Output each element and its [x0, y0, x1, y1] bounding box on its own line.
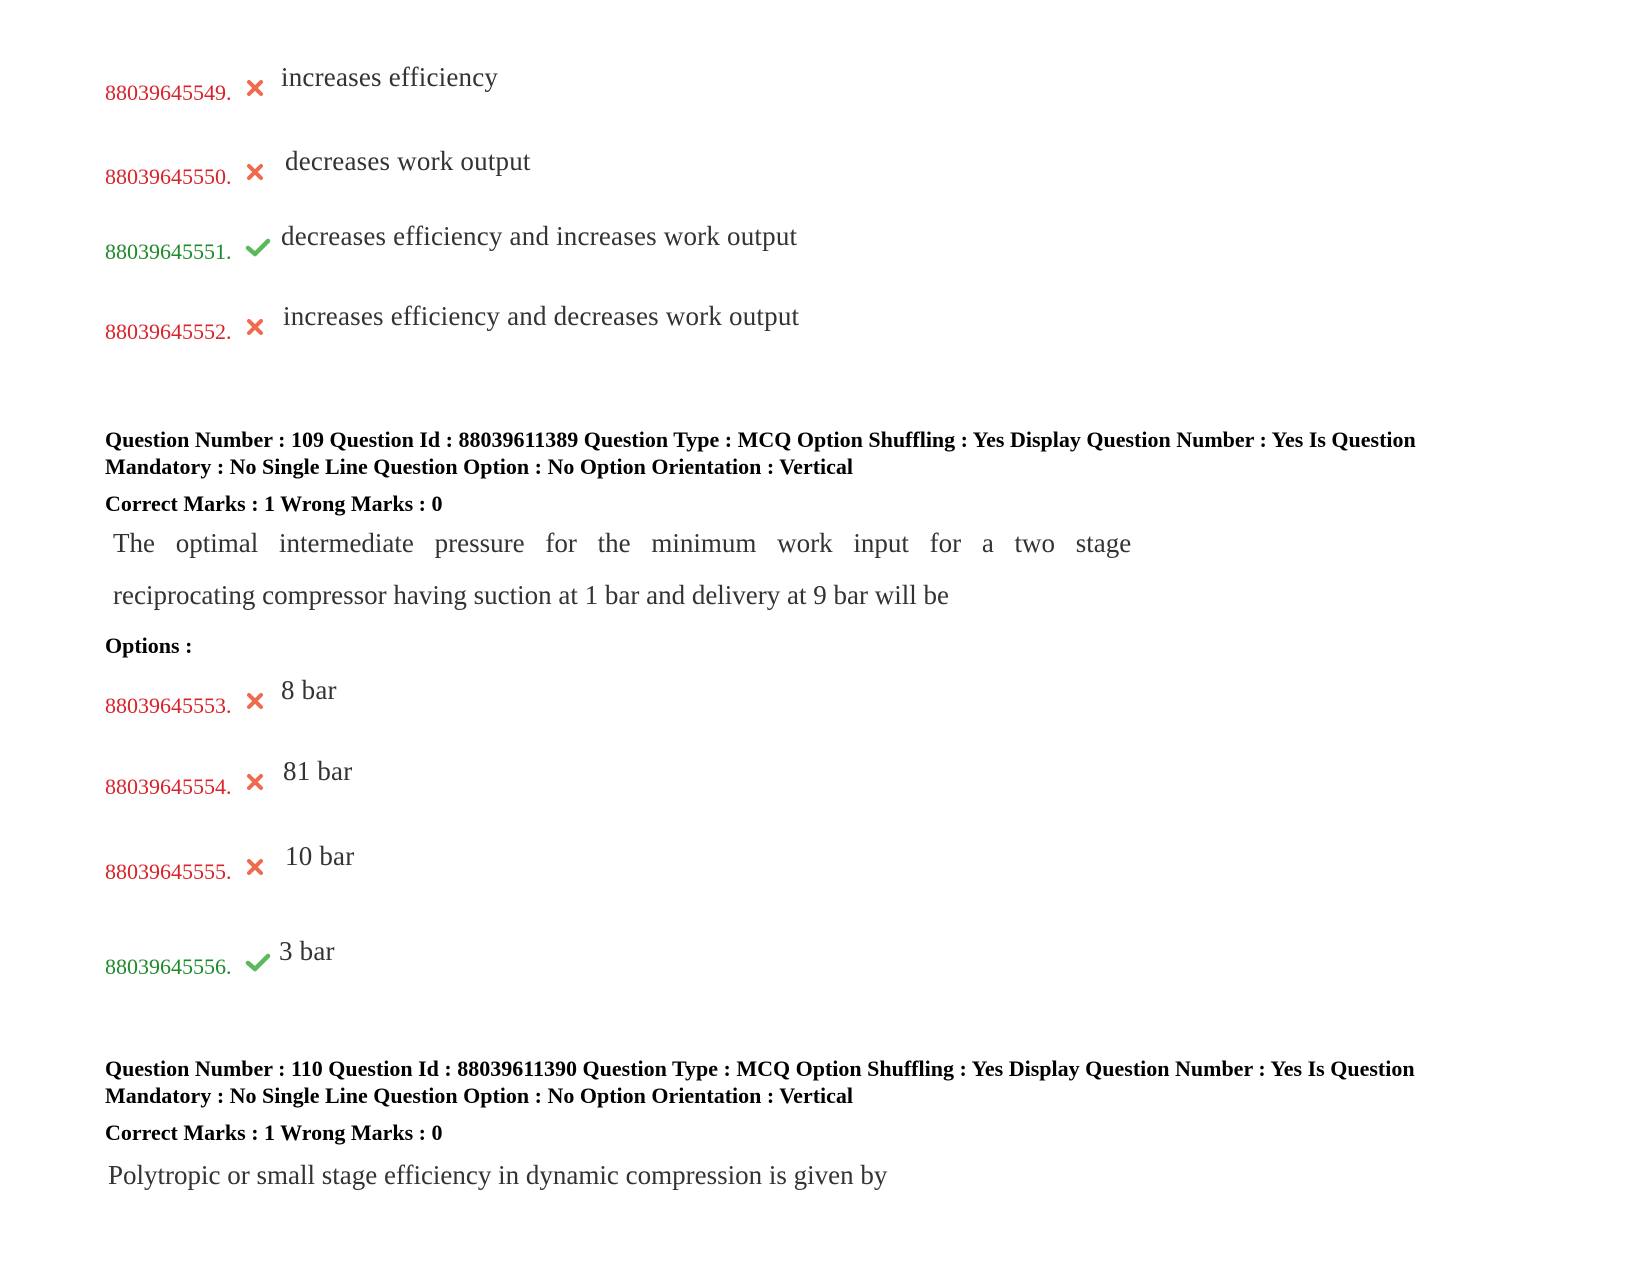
cross-icon [245, 857, 265, 877]
option-text: increases efficiency [281, 62, 499, 92]
question-marks: Correct Marks : 1 Wrong Marks : 0 [105, 491, 443, 516]
cross-icon [245, 78, 265, 98]
option-text: 10 bar [285, 841, 355, 871]
check-icon [245, 237, 271, 257]
cross-icon [245, 691, 265, 711]
question-text: reciprocating compressor having suction at 1 bar and delivery at 9 bar will be [113, 580, 949, 610]
option-id: 88039645551. [105, 239, 232, 264]
cross-icon [245, 317, 265, 337]
option-id: 88039645556. [105, 954, 232, 979]
option-id: 88039645549. [105, 80, 232, 105]
cross-icon [245, 772, 265, 792]
option-text: 3 bar [279, 936, 335, 966]
option-text: decreases efficiency and increases work output [281, 221, 798, 251]
option-text: decreases work output [285, 146, 531, 176]
option-text: 81 bar [283, 756, 353, 786]
option-id: 88039645555. [105, 859, 232, 884]
question-meta [105, 426, 1575, 480]
cross-icon [245, 162, 265, 182]
question-text: Polytropic or small stage efficiency in dynamic compression is given by [108, 1160, 888, 1190]
question-meta-line: Question Number : 109 Question Id : 88039611389 Question Type : MCQ Option Shuffling : Yes Display Question Number : Yes Is Question [105, 427, 1416, 452]
option-id: 88039645550. [105, 164, 232, 189]
question-text: The optimal intermediate pressure for the minimum work input for a two stage [113, 528, 1132, 558]
option-text: 8 bar [281, 675, 337, 705]
check-icon [245, 952, 271, 972]
question-meta [105, 1055, 1575, 1109]
option-text: increases efficiency and decreases work output [283, 301, 800, 331]
question-meta-line: Question Number : 110 Question Id : 88039611390 Question Type : MCQ Option Shuffling : Yes Display Question Number : Yes Is Question [105, 1056, 1415, 1081]
question-meta-line: Mandatory : No Single Line Question Option : No Option Orientation : Vertical [105, 454, 854, 479]
question-marks: Correct Marks : 1 Wrong Marks : 0 [105, 1120, 443, 1145]
question-meta-line: Mandatory : No Single Line Question Option : No Option Orientation : Vertical [105, 1083, 854, 1108]
options-label: Options : [105, 633, 193, 658]
option-id: 88039645554. [105, 774, 232, 799]
option-id: 88039645553. [105, 693, 232, 718]
option-id: 88039645552. [105, 319, 232, 344]
